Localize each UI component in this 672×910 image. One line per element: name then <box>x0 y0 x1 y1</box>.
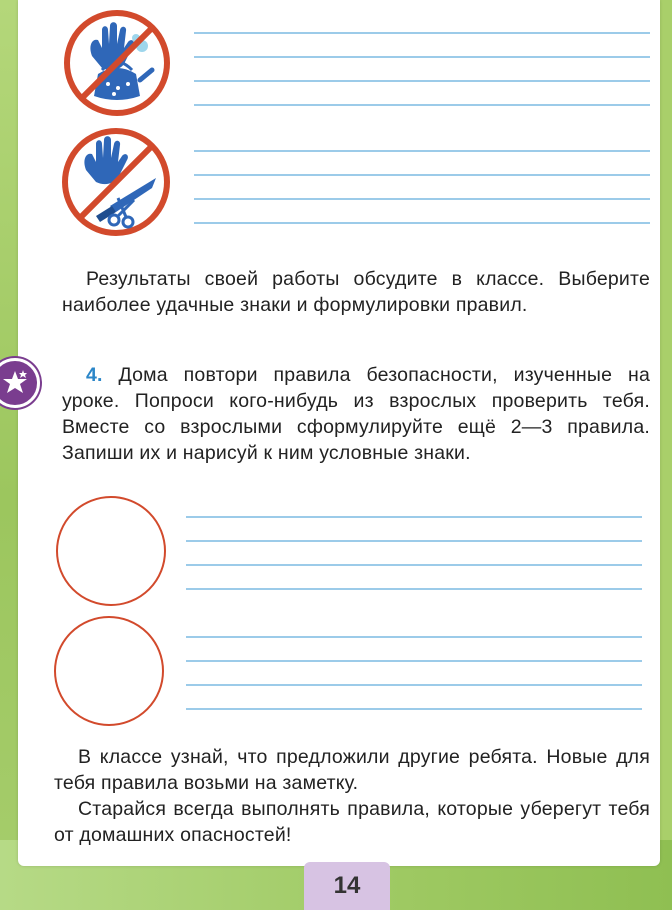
closing-paragraph <box>54 744 650 848</box>
writing-lines-3[interactable] <box>186 516 642 596</box>
writing-lines-1[interactable] <box>194 32 650 112</box>
task-4-body <box>62 362 650 466</box>
writing-lines-4[interactable] <box>186 636 642 716</box>
task-4-paragraph <box>62 362 650 466</box>
results-paragraph <box>62 266 650 318</box>
writing-lines-2[interactable] <box>194 150 650 230</box>
closing-line-1: В классе узнай, что предложили другие ребята. Новые для тебя правила возьми на заметку. <box>54 746 650 794</box>
results-text: Результаты своей работы обсудите в классе. Выберите наиболее удачные знаки и формулировки правил. <box>62 268 650 316</box>
task-number: 4. <box>86 364 103 386</box>
workbook-page <box>18 0 660 866</box>
blank-sign-circle-1[interactable] <box>56 496 166 606</box>
no-touch-knife-scissors-sign-icon <box>60 126 172 238</box>
no-touch-kettle-sign-icon <box>62 8 172 118</box>
closing-line-2: Старайся всегда выполнять правила, которые уберегут тебя от домашних опасностей! <box>54 798 650 846</box>
blank-sign-circle-2[interactable] <box>54 616 164 726</box>
page-number: 14 <box>304 862 390 910</box>
task-text: Дома повтори правила безопасности, изученные на уроке. Попроси кого-нибудь из взрослых проверить тебя. Вместе со взрослыми сформулируйте ещё 2—3 правила. Запиши их и нарисуй к ним условные знаки. <box>62 364 651 464</box>
